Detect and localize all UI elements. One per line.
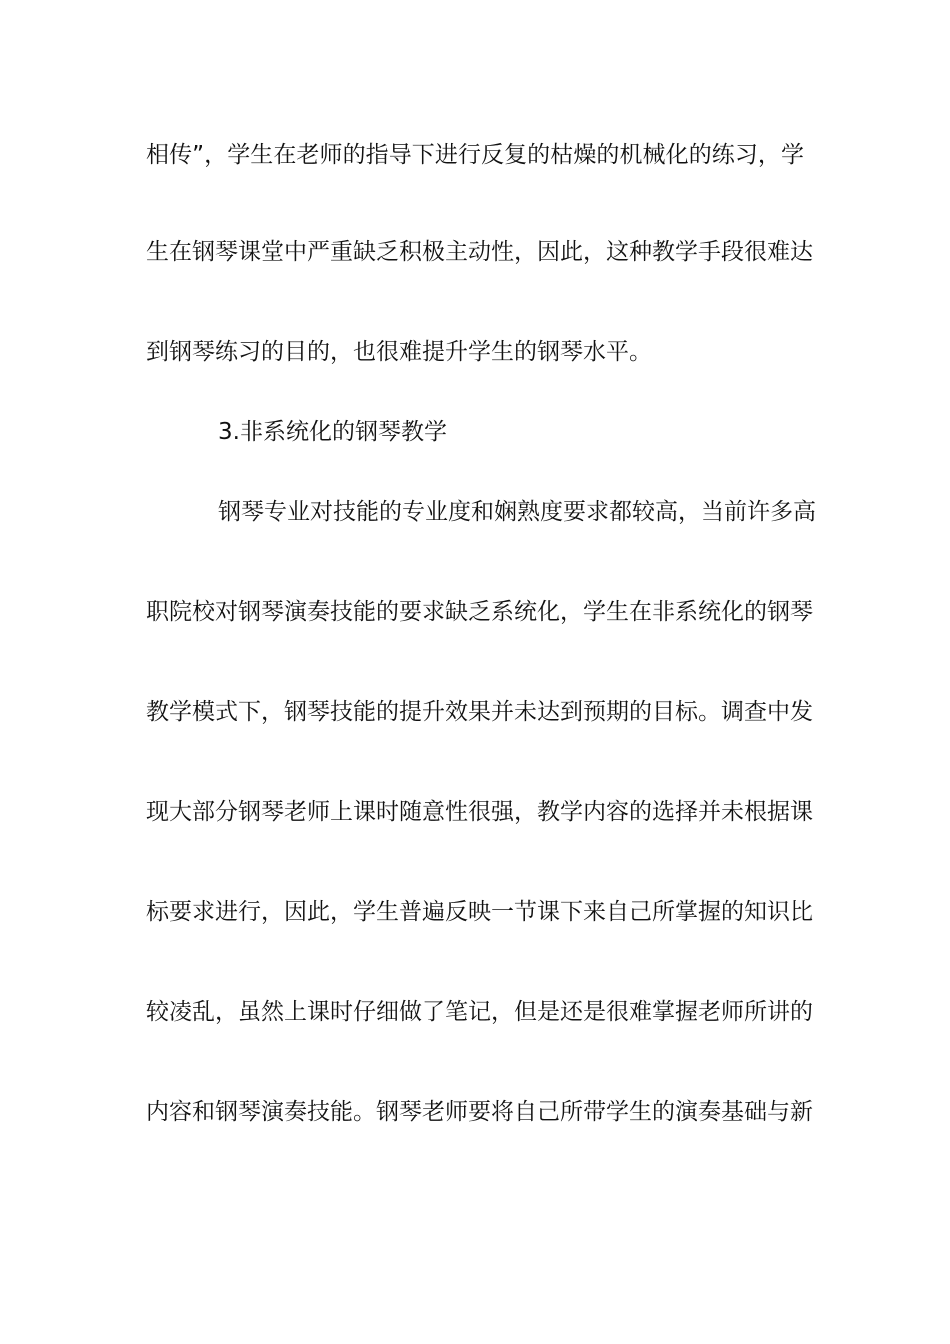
paragraph-line-3: 到钢琴练习的目的，也很难提升学生的钢琴水平。 <box>146 339 652 365</box>
paragraph-line-10: 较凌乱，虽然上课时仔细做了笔记，但是还是很难掌握老师所讲的 <box>146 999 813 1025</box>
paragraph-line-11: 内容和钢琴演奏技能。钢琴老师要将自己所带学生的演奏基础与新 <box>146 1099 813 1125</box>
paragraph-line-8: 现大部分钢琴老师上课时随意性很强，教学内容的选择并未根据课 <box>146 799 813 825</box>
paragraph-line-9: 标要求进行，因此，学生普遍反映一节课下来自己所掌握的知识比 <box>146 899 813 925</box>
paragraph-line-6: 职院校对钢琴演奏技能的要求缺乏系统化，学生在非系统化的钢琴 <box>146 599 813 625</box>
paragraph-line-5: 钢琴专业对技能的专业度和娴熟度要求都较高，当前许多高 <box>218 499 816 525</box>
paragraph-line-2: 生在钢琴课堂中严重缺乏积极主动性，因此，这种教学手段很难达 <box>146 239 813 265</box>
section-heading: 3.非系统化的钢琴教学 <box>218 419 447 445</box>
paragraph-line-1: 相传”，学生在老师的指导下进行反复的枯燥的机械化的练习，学 <box>146 142 804 168</box>
paragraph-line-7: 教学模式下，钢琴技能的提升效果并未达到预期的目标。调查中发 <box>146 699 813 725</box>
